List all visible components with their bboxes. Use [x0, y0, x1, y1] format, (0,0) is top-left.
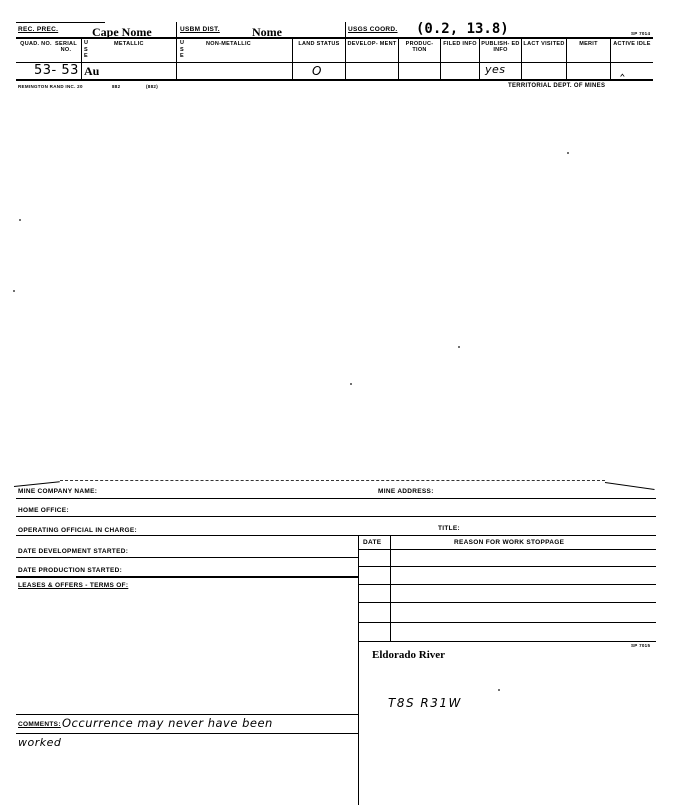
- col-published-info: PUBLISH- ED INFO: [481, 41, 520, 53]
- date-dev-started-label: DATE DEVELOPMENT STARTED:: [18, 548, 129, 555]
- scan-speck: [498, 689, 500, 691]
- col-use-left: U S E: [84, 40, 89, 59]
- mine-address-label: MINE ADDRESS:: [378, 488, 434, 495]
- usbm-dist-value: Nome: [252, 25, 282, 39]
- active-idle-value: ‸: [620, 61, 626, 77]
- leases-label: LEASES & OFFERS - TERMS OF:: [18, 582, 129, 589]
- metallic-value: Au: [84, 64, 100, 78]
- col-use-right: U S E: [180, 40, 185, 59]
- scan-speck: [19, 219, 21, 221]
- reason-header: REASON FOR WORK STOPPAGE: [454, 539, 565, 546]
- township-value: T8S R31W: [388, 696, 462, 710]
- quad-serial-value: 53- 53: [34, 63, 79, 78]
- usbm-dist-label: USBM DIST.: [180, 26, 220, 33]
- department-label: TERRITORIAL DEPT. OF MINES: [508, 83, 606, 89]
- usgs-coord-label: USGS COORD.: [348, 26, 398, 33]
- col-merit: MERIT: [579, 41, 598, 47]
- location-value: Eldorado River: [372, 649, 446, 661]
- printer-mark: REMINGTON RAND INC. 20: [18, 84, 83, 89]
- rec-prec-label: REC. PREC.: [18, 26, 59, 33]
- printer-code-2: (882): [146, 84, 159, 89]
- col-non-metallic: NON-METALLIC: [206, 41, 252, 47]
- col-last-visited: LACT VISITED: [523, 41, 565, 47]
- scan-speck: [13, 290, 15, 292]
- scan-speck: [350, 383, 352, 385]
- operating-official-label: OPERATING OFFICIAL IN CHARGE:: [18, 527, 137, 534]
- rec-prec-value: Cape Nome: [92, 25, 152, 39]
- col-filed-info: FILED INFO: [443, 41, 477, 47]
- comments-line-2: worked: [18, 736, 62, 749]
- title-label: TITLE:: [438, 525, 461, 532]
- col-serial-no: SERIAL NO.: [55, 41, 77, 53]
- home-office-label: HOME OFFICE:: [18, 507, 69, 514]
- published-info-value: yes: [485, 63, 506, 76]
- comments-line-1: Occurrence may never have been: [62, 716, 273, 730]
- land-status-value: O: [312, 64, 322, 78]
- col-quad-no: QUAD. NO.: [20, 41, 52, 47]
- form-number: SP 7014: [631, 31, 651, 36]
- scan-speck: [458, 346, 460, 348]
- col-land-status: LAND STATUS: [298, 41, 340, 47]
- comments-label: COMMENTS:: [18, 721, 61, 728]
- mine-company-name-label: MINE COMPANY NAME:: [18, 488, 98, 495]
- col-metallic: METALLIC: [114, 41, 144, 47]
- usgs-coord-value: (0.2, 13.8): [416, 21, 509, 37]
- col-production: PRODUC- TION: [405, 41, 434, 53]
- col-development: DEVELOP- MENT: [347, 41, 397, 47]
- scan-speck: [567, 152, 569, 154]
- col-active-idle: ACTIVE IDLE: [613, 41, 651, 47]
- printer-code-1: 882: [112, 84, 121, 89]
- date-prod-started-label: DATE PRODUCTION STARTED:: [18, 567, 123, 574]
- date-header: DATE: [363, 539, 382, 546]
- form-number-2: SP 7015: [631, 643, 651, 648]
